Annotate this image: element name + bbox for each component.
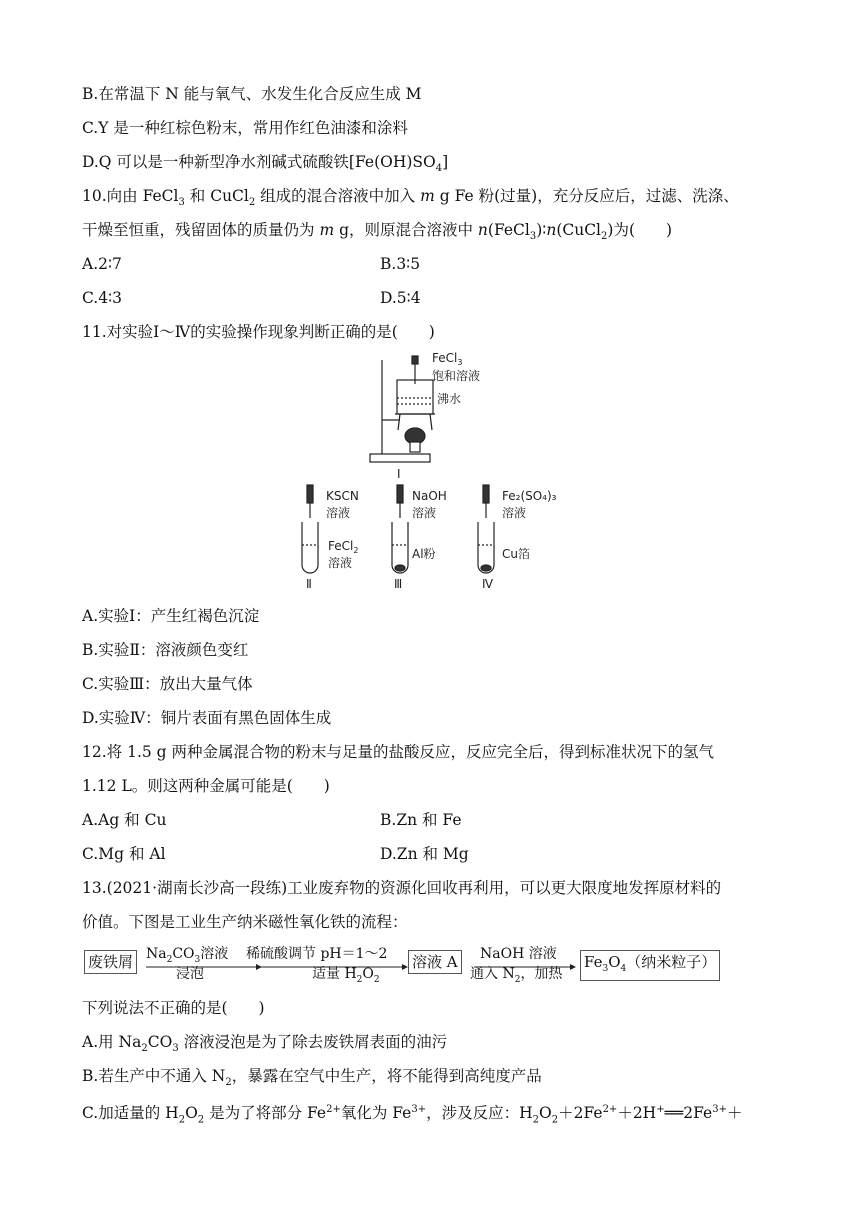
option-d-prev: D.Q 可以是一种新型净水剂碱式硫酸铁$[Fe(OH)SO_4]$ — [82, 153, 449, 175]
flow-arrow2-top: 稀硫酸调节 pH＝1～2 — [246, 946, 388, 962]
label-naoh-solution: 溶液 — [412, 506, 437, 520]
question-12-stem: 12.将 1.5 g 两种金属混合物的粉末与足量的盐酸反应，反应完全后，得到标准状况下的氢气 — [82, 743, 715, 761]
label-iv: Ⅳ — [482, 577, 494, 591]
label-kscn: KSCN — [326, 489, 359, 503]
flow-box-solution-a: 溶液 A — [408, 950, 462, 974]
question-11-stem: 11.对实验Ⅰ～Ⅳ的实验操作现象判断正确的是( ) — [82, 323, 435, 341]
label-fe2so43-solution: 溶液 — [502, 506, 527, 520]
q13-option-c: C.加适量的 $H_2O_2$ 是为了将部分 $Fe^{2+}$氧化为 $Fe^{3+}$，涉及反应：$H_2O_2+2Fe^{2+}+2H^+══2Fe^{3+}+$ — [82, 1104, 743, 1126]
q10-option-a: A.2∶7 — [82, 255, 122, 273]
option-c-prev: C.Y 是一种红棕色粉末，常用作红色油漆和涂料 — [82, 119, 408, 137]
flow-arrow1-top: $Na_2CO_3$溶液 — [146, 946, 229, 965]
label-naoh: NaOH — [412, 489, 447, 503]
q12-option-d: D.Zn 和 Mg — [380, 845, 469, 863]
q13-option-b: B.若生产中不通入 $N_2$，暴露在空气中生产，将不能得到高纯度产品 — [82, 1067, 542, 1089]
q13-option-a: A.用 $Na_2CO_3$ 溶液浸泡是为了除去废铁屑表面的油污 — [82, 1033, 448, 1055]
flow-arrow3-bottom: 通入 $N_2$，加热 — [470, 966, 563, 985]
q12-option-b: B.Zn 和 Fe — [380, 811, 462, 829]
question-12-stem-cont: 1.12 L。则这两种金属可能是( ) — [82, 777, 330, 795]
svg-text:FeCl3: FeCl$_3$ — [432, 351, 463, 367]
q10-option-d: D.5∶4 — [380, 289, 421, 307]
flow-arrow1-bottom: 浸泡 — [176, 966, 204, 982]
label-i: Ⅰ — [397, 467, 401, 481]
label-boiling-water: 沸水 — [437, 392, 462, 406]
flow-box-scrap-iron: 废铁屑 — [84, 950, 137, 974]
question-13-stem-cont: 价值。下图是工业生产纳米磁性氧化铁的流程： — [82, 913, 408, 931]
svg-text:FeCl2: FeCl$_2$ — [328, 539, 359, 555]
q10-option-b: B.3∶5 — [380, 255, 421, 273]
q11-option-b: B.实验Ⅱ：溶液颜色变红 — [82, 641, 249, 659]
label-fecl2-solution: 溶液 — [328, 556, 353, 570]
flow-arrow-3 — [472, 962, 582, 972]
q11-option-a: A.实验Ⅰ：产生红褐色沉淀 — [82, 607, 260, 625]
q11-option-c: C.实验Ⅲ：放出大量气体 — [82, 675, 253, 693]
label-cu-foil: Cu箔 — [502, 547, 530, 561]
label-iii: Ⅲ — [394, 577, 403, 591]
label-kscn-solution: 溶液 — [326, 506, 351, 520]
tube-iv — [478, 485, 494, 573]
q12-option-a: A.Ag 和 Cu — [82, 811, 167, 829]
q12-option-c: C.Mg 和 Al — [82, 845, 166, 863]
q10-option-c: C.4∶3 — [82, 289, 122, 307]
apparatus-i — [370, 356, 435, 462]
tube-ii — [302, 485, 318, 573]
q11-option-d: D.实验Ⅳ：铜片表面有黑色固体生成 — [82, 709, 332, 727]
question-13-prompt: 下列说法不正确的是( ) — [82, 999, 265, 1017]
flow-arrow2-bottom: 适量 $H_2O_2$ — [312, 966, 380, 985]
question-10-stem: 10.向由 FeCl$_3$ 和 CuCl$_2$ 组成的混合溶液中加入 m g Fe 粉(过量)，充分反应后，过滤、洗涤、 — [82, 187, 739, 209]
tube-iii — [392, 485, 408, 573]
label-fe2so43: Fe₂(SO₄)₃ — [502, 489, 557, 503]
question-13-stem: 13.(2021·湖南长沙高一段练)工业废弃物的资源化回收再利用，可以更大限度地发挥原材料的 — [82, 879, 722, 897]
question-10-stem-cont: 干燥至恒重，残留固体的质量仍为 m g，则原混合溶液中 n(FeCl$_3$)∶n(CuCl$_2$)为( ) — [82, 221, 673, 243]
flow-arrow3-top: NaOH 溶液 — [480, 946, 557, 962]
label-saturated-solution: 饱和溶液 — [432, 369, 481, 383]
label-ii: Ⅱ — [306, 577, 312, 591]
option-b-prev: B.在常温下 N 能与氧气、水发生化合反应生成 M — [82, 85, 422, 103]
label-al-powder: Al粉 — [412, 547, 436, 561]
flow-box-product: $Fe_3O_4$（纳米粒子） — [580, 950, 720, 981]
experiment-figure — [300, 350, 560, 598]
